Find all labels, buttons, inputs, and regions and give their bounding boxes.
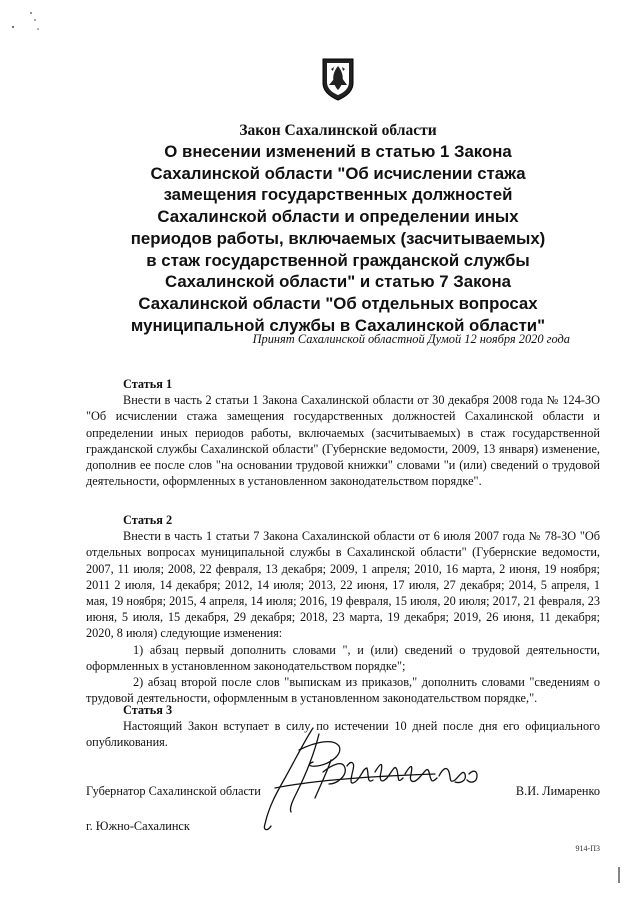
law-subject-line: Сахалинской области "Об исчислении стажа [150,163,526,183]
article-2 [86,512,600,706]
document-title-block [60,120,616,336]
article-list-item: 2) абзац второй после слов "выпискам из приказов," дополнить словами "сведениям о трудовой деятельности, оформленным в установленном законодательством порядке,". [86,675,600,706]
law-subject-line: замещения государственных должностей [163,185,513,205]
scan-specks [0,0,80,40]
signatory-position: Губернатор Сахалинской области [86,784,261,798]
law-title: Закон Сахалинской области [239,122,437,139]
article-text: Настоящий Закон вступает в силу по истечении 10 дней после дня его официального опубликования. [86,719,600,750]
document-number: 914-П3 [575,844,600,853]
law-subject-line: муниципальной службы в Сахалинской области" [130,315,546,335]
article-text: Внести в часть 2 статьи 1 Закона Сахалинской области от 30 декабря 2008 года № 124-ЗО "Об исчислении стажа замещения государственных должностей Сахалинской области и определении иных периодов работы, включаемых (засчитываемых) в стаж государственной гражданской службы Сахалинской области" (Губернские ведомости, 2009, 13 января) изменение, дополнив ее после слов "на основании трудовой книжки" словами "и (или) сведений о трудовой деятельности, оформленных в установленном законодательством порядке". [86,393,600,489]
law-subject-line: периодов работы, включаемых (засчитываемых) [130,228,546,248]
adoption-note: Принят Сахалинской областной Думой 12 ноября 2020 года [252,332,570,346]
article-title: Статья 3 [123,703,173,717]
article-list-item: 1) абзац первый дополнить словами ", и (или) сведений о трудовой деятельности, оформленных в установленном законодательством порядке"; [86,642,600,673]
article-title: Статья 1 [123,377,173,391]
law-subject-line: Сахалинской области" и статью 7 Закона [165,272,511,292]
coat-of-arms-icon [320,57,356,101]
law-subject-line: Сахалинской области и определении иных [157,207,519,227]
signatory-name: В.И. Лимаренко [515,784,600,798]
article-title: Статья 2 [123,513,173,527]
handwritten-signature [255,720,485,835]
law-subject-line: Сахалинской области "Об отдельных вопросах [138,293,538,313]
law-subject-line: в стаж государственной гражданской службы [146,250,530,270]
article-text: Внести в часть 1 статьи 7 Закона Сахалинской области от 6 июля 2007 года № 78-ЗО "Об отдельных вопросах муниципальной службы в Сахалинской области" (Губернские ведомости, 2007, 11 июля; 2008, 22 февраля, 13 декабря; 2009, 1 апреля; 2010, 16 марта, 2 июня, 19 ноября; 2011 2 июля, 14 декабря; 2012, 14 июля; 2013, 22 июня, 17 июля, 27 декабря; 2014, 5 апреля, 1 мая, 19 ноября; 2015, 4 апреля, 14 июля; 2016, 19 февраля, 15 июля, 20 июля; 2017, 21 февраля, 23 июня, 5 июля, 15 декабря, 29 декабря; 2018, 23 марта, 19 декабря; 2019, 26 июня, 11 декабря; 2020, 8 июля) следующие изменения: [86,529,600,641]
signing-place: г. Южно-Сахалинск [86,819,190,833]
scan-mark [616,866,622,884]
law-subject-line: О внесении изменений в статью 1 Закона [164,142,512,161]
article-1 [86,376,600,489]
